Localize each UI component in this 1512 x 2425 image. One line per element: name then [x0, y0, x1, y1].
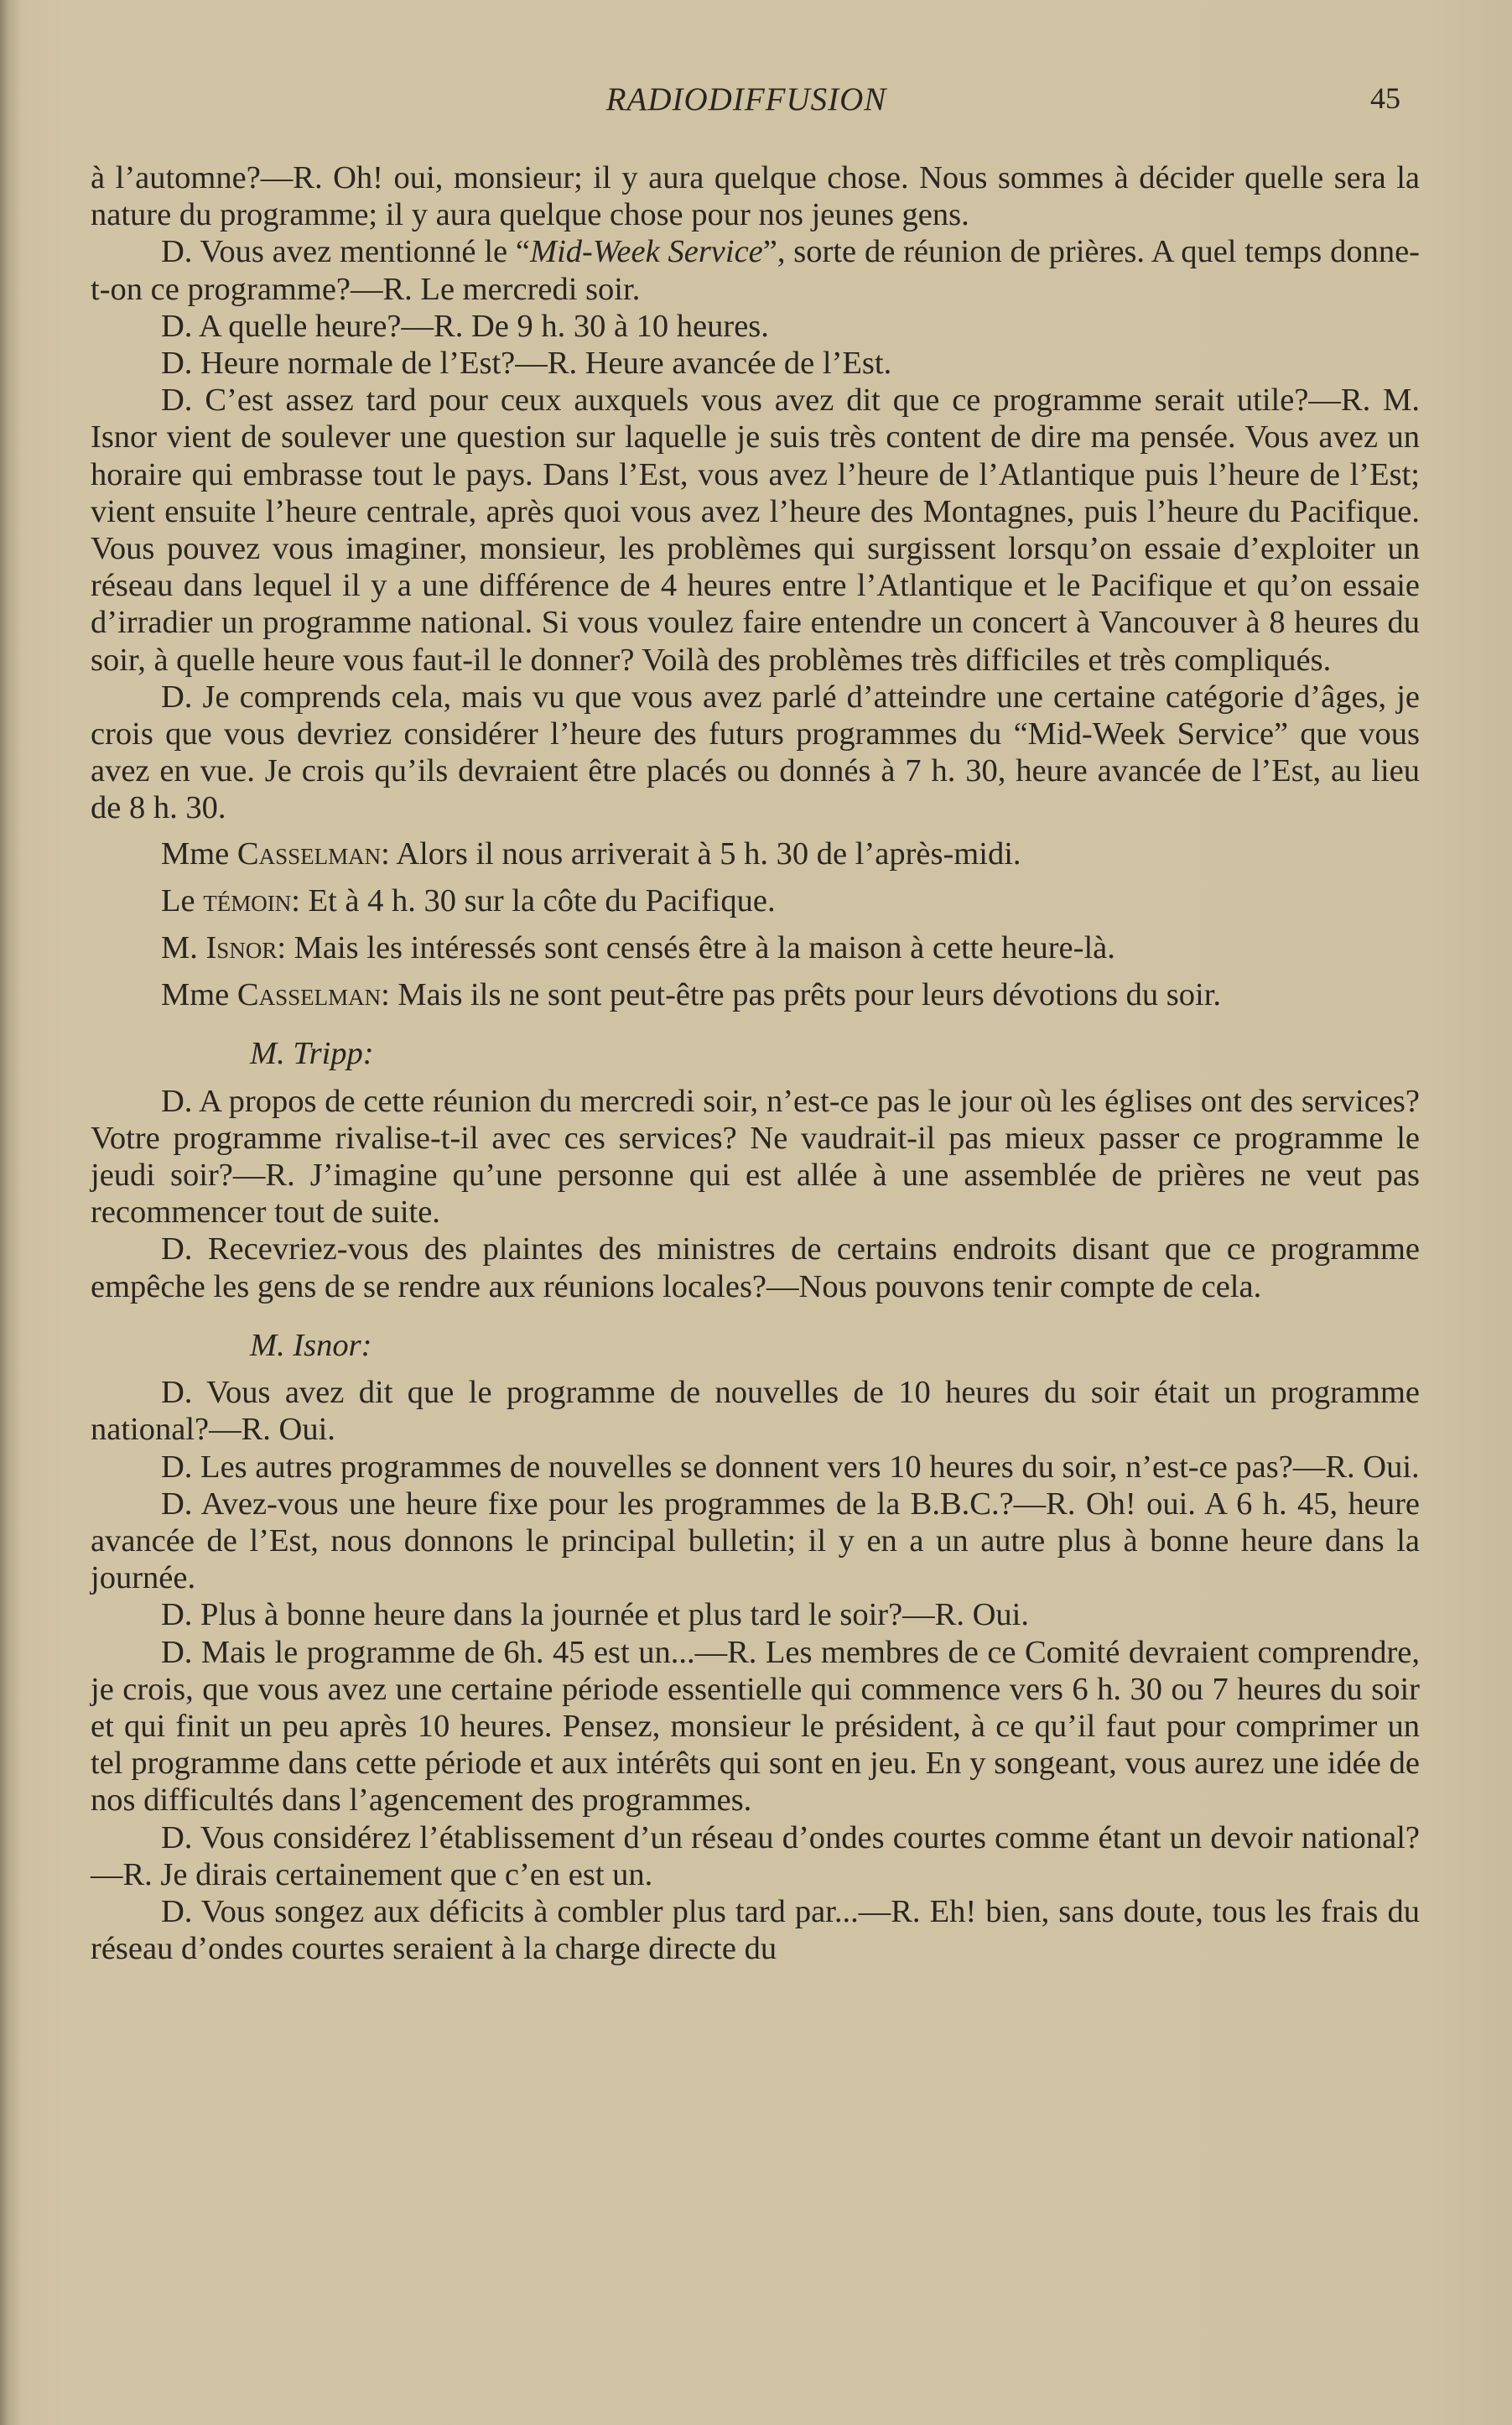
speaker-prefix: M.	[161, 930, 206, 966]
paragraph: D. A quelle heure?—R. De 9 h. 30 à 10 heures.	[161, 308, 769, 344]
paragraph: à l’automne?—R. Oh! oui, monsieur; il y aura quelque chose. Nous sommes à décider quelle sera la nature du programme; il y aura quelque chose pour nos jeunes gens.	[91, 160, 1420, 233]
paragraph: D. C’est assez tard pour ceux auxquels vous avez dit que ce programme serait utile?—R. M. Isnor vient de soulever une question sur laquelle je suis très content de dire ma pensée. Vous avez un horaire qui embrasse tout le pays. Dans l’Est, vous avez l’heure de l’Atlantique puis l’heure de l’Est; vient ensuite l’heure centrale, après quoi vous avez l’heure des Montagnes, puis l’heure du Pacifique. Vous pouvez vous imaginer, monsieur, les problèmes qui surgissent lorsqu’on essaie d’exploiter un réseau dans lequel il y a une différence de 4 heures entre l’Atlantique et le Pacifique et qu’on essaie d’irradier un programme national. Si vous voulez faire entendre un concert à Vancouver à 8 heures du soir, à quelle heure vous faut-il le donner? Voilà des problèmes très difficiles et très compliqués.	[91, 382, 1420, 678]
text-span: ”, sorte de réunion de prières. A quel temps donne-t-on ce programme?—R. Le mercredi soir.	[91, 234, 1420, 307]
speaker-prefix: Mme	[161, 835, 237, 872]
speaker-line	[91, 835, 1420, 872]
page-number: 45	[1370, 81, 1400, 115]
paragraph: D. Vous considérez l’établissement d’un réseau d’ondes courtes comme étant un devoir national?—R. Je dirais certainement que c’en est un.	[91, 1819, 1420, 1892]
paragraph: D. Je comprends cela, mais vu que vous avez parlé d’atteindre une certaine catégorie d’âges, je crois que vous devriez considérer l’heure des futurs programmes du “Mid-Week Service” que vous avez en vue. Je crois qu’ils devraient être placés ou donnés à 7 h. 30, heure avancée de l’Est, au lieu de 8 h. 30.	[91, 679, 1420, 826]
paragraph: D. Avez-vous une heure fixe pour les programmes de la B.B.C.?—R. Oh! oui. A 6 h. 45, heure avancée de l’Est, nous donnons le principal bulletin; il y en a un autre plus à bonne heure dans la journée.	[91, 1486, 1420, 1596]
speaker-name: Isnor	[205, 930, 278, 966]
section-heading: M. Tripp:	[250, 1036, 374, 1072]
page-body	[91, 159, 1420, 1967]
section-heading: M. Isnor:	[250, 1327, 372, 1363]
program-title: Mid-Week Service	[530, 234, 763, 270]
speaker-name: Casselman	[236, 835, 382, 872]
paragraph: D. A propos de cette réunion du mercredi soir, n’est-ce pas le jour où les églises ont des services? Votre programme rivalise-t-il avec ces services? Ne vaudrait-il pas mieux passer ce programme le jeudi soir?—R. J’imagine qu’une personne qui est allée à une assemblée de prières ne veut pas recommencer tout de suite.	[91, 1083, 1420, 1231]
paragraph: D. Vous songez aux déficits à combler plus tard par...—R. Eh! bien, sans doute, tous les frais du réseau d’ondes courtes seraient à la charge directe du	[91, 1893, 1420, 1967]
speaker-prefix: Mme	[161, 977, 237, 1013]
speaker-name: témoin	[203, 882, 292, 918]
paragraph: D. Mais le programme de 6h. 45 est un...—R. Les membres de ce Comité devraient comprendre, je crois, que vous avez une certaine période essentielle qui commence vers 6 h. 30 ou 7 heures du soir et qui finit un peu après 10 heures. Pensez, monsieur le président, à ce qu’il faut pour comprimer un tel programme dans cette période et aux intérêts qui sont en jeu. En y songeant, vous aurez une idée de nos difficultés dans l’agencement des programmes.	[91, 1634, 1420, 1819]
speaker-text: : Mais les intéressés sont censés être à la maison à cette heure-là.	[277, 930, 1115, 966]
speaker-line	[91, 882, 1420, 919]
speaker-line	[91, 976, 1420, 1013]
paragraph	[91, 233, 1420, 307]
paragraph: D. Heure normale de l’Est?—R. Heure avancée de l’Est.	[161, 346, 892, 382]
paragraph: D. Recevriez-vous des plaintes des ministres de certains endroits disant que ce programme empêche les gens de se rendre aux réunions locales?—Nous pouvons tenir compte de cela.	[91, 1231, 1420, 1304]
speaker-text: : Et à 4 h. 30 sur la côte du Pacifique.	[291, 882, 776, 918]
speaker-name: Casselman	[236, 977, 382, 1013]
paragraph: D. Les autres programmes de nouvelles se donnent vers 10 heures du soir, n’est-ce pas?—R. Oui.	[161, 1449, 1420, 1485]
paragraph: D. Vous avez dit que le programme de nouvelles de 10 heures du soir était un programme national?—R. Oui.	[91, 1375, 1420, 1448]
speaker-text: : Mais ils ne sont peut-être pas prêts pour leurs dévotions du soir.	[381, 977, 1222, 1013]
text-span: D. Vous avez mentionné le “	[161, 234, 531, 270]
speaker-text: : Alors il nous arriverait à 5 h. 30 de l’après-midi.	[381, 835, 1021, 872]
speaker-line	[91, 929, 1420, 966]
speaker-prefix: Le	[161, 882, 204, 918]
paragraph: D. Plus à bonne heure dans la journée et plus tard le soir?—R. Oui.	[161, 1597, 1029, 1633]
running-title: RADIODIFFUSION	[605, 81, 887, 117]
page-header	[92, 81, 1400, 131]
